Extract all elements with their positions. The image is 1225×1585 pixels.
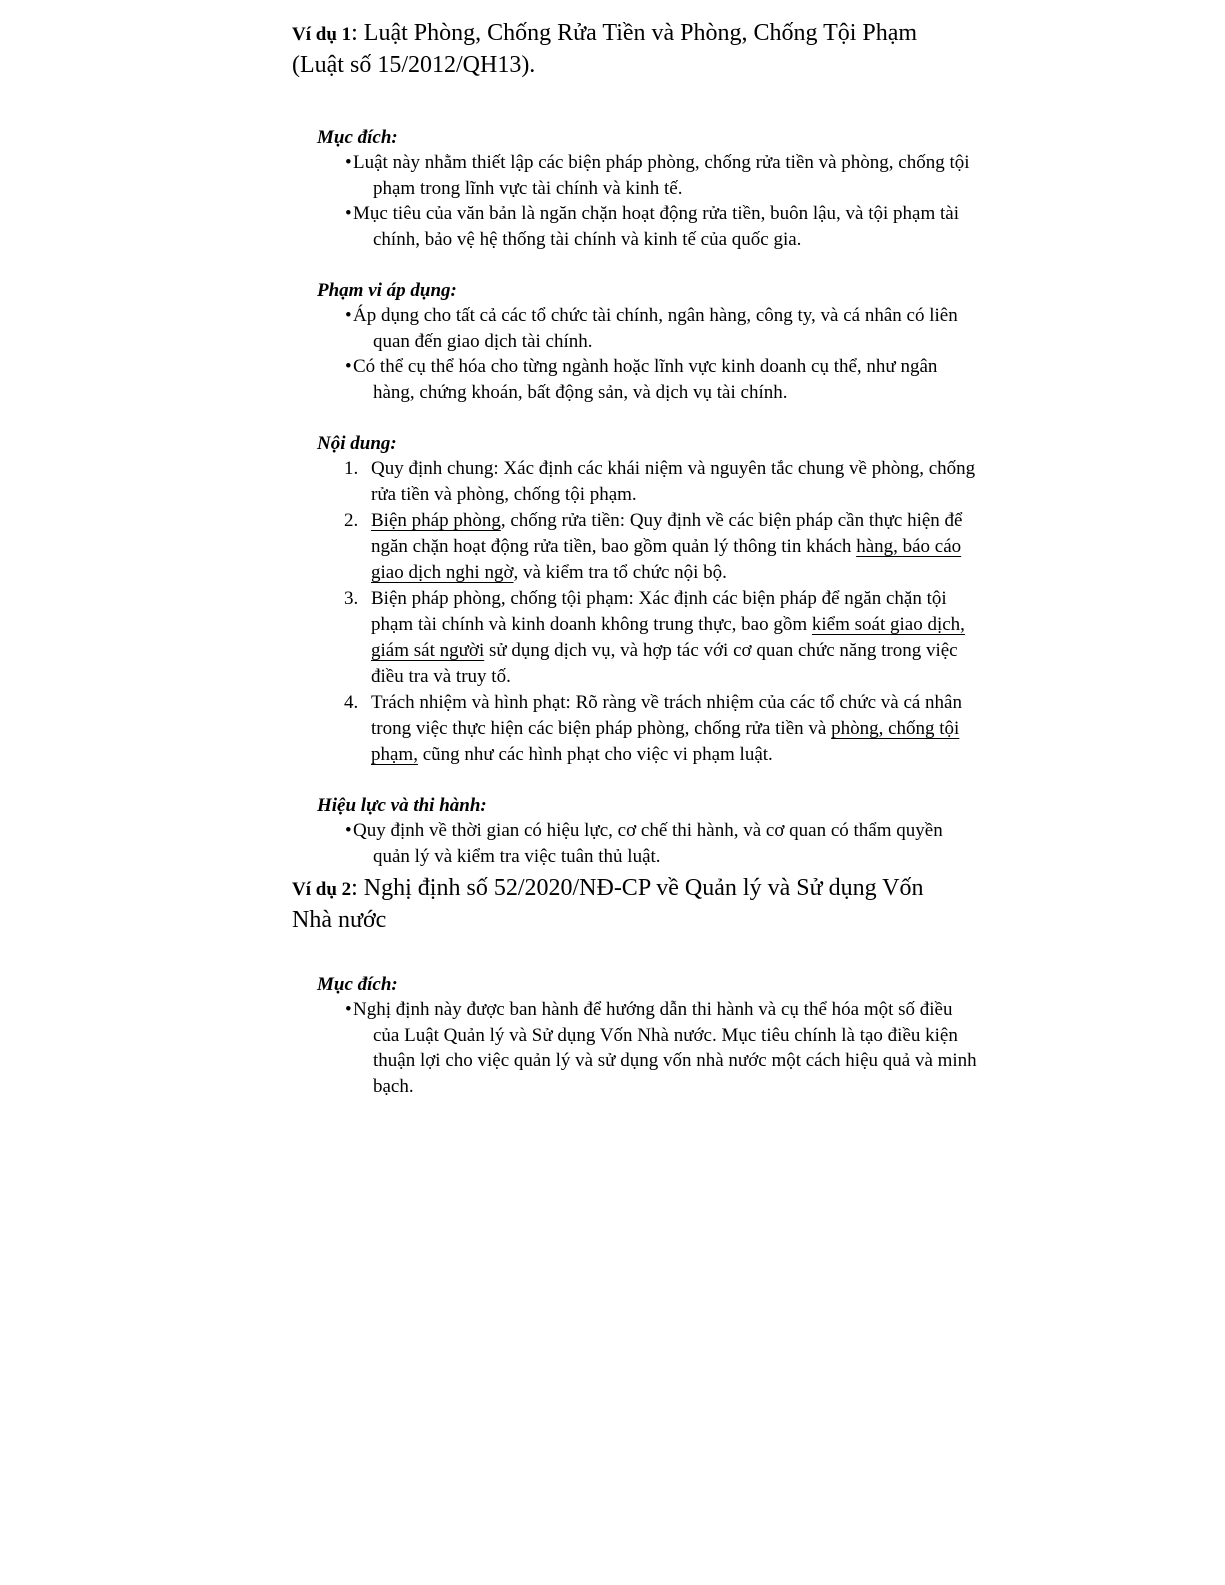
example-2-title-line-1: : Nghị định số 52/2020/NĐ-CP về Quản lý và Sử dụng Vốn <box>351 875 924 901</box>
item-text <box>371 586 982 690</box>
example-2-purpose-section <box>317 972 982 1099</box>
list-item: • Quy định về thời gian có hiệu lực, cơ chế thi hành, và cơ quan có thẩm quyền quản lý và kiểm tra việc tuân thủ luật. <box>345 818 982 869</box>
example-1-purpose-title: Mục đích: <box>317 127 398 148</box>
list-item: • Luật này nhằm thiết lập các biện pháp phòng, chống rửa tiền và phòng, chống tội phạm trong lĩnh vực tài chính và kinh tế. <box>345 150 982 201</box>
example-1-enforcement-title: Hiệu lực và thi hành: <box>317 795 487 816</box>
example-1-scope-title: Phạm vi áp dụng: <box>317 280 457 301</box>
example-1-title-line-1: : Luật Phòng, Chống Rửa Tiền và Phòng, Chống Tội Phạm <box>351 20 918 46</box>
example-1-heading <box>292 18 982 81</box>
underlined-phrase: phòng, chống tội phạm, <box>371 718 960 765</box>
numbered-item-4 <box>344 690 982 768</box>
document-page <box>292 18 982 1099</box>
text-segment: cũng như các hình phạt cho việc vi phạm luật. <box>417 744 773 765</box>
list-item: • Nghị định này được ban hành để hướng dẫn thi hành và cụ thể hóa một số điều của Luật Quản lý và Sử dụng Vốn Nhà nước. Mục tiêu chính là tạo điều kiện thuận lợi cho việc quản lý và sử dụng vốn nhà nước một cách hiệu quả và minh bạch. <box>345 997 982 1099</box>
underlined-phrase: Biện pháp phòng <box>371 510 501 531</box>
item-number: 2. <box>344 510 359 531</box>
item-number: 3. <box>344 588 359 609</box>
example-1-enforcement-list <box>317 818 982 869</box>
example-1-content-section <box>317 431 982 768</box>
example-1-purpose-section <box>317 125 982 252</box>
underlined-phrase: hàng, báo cáo giao dịch nghi ngờ <box>371 536 962 583</box>
item-text <box>371 508 982 586</box>
list-item: • Có thể cụ thể hóa cho từng ngành hoặc lĩnh vực kinh doanh cụ thể, như ngân hàng, chứng khoán, bất động sản, và dịch vụ tài chính. <box>345 354 982 405</box>
example-2-purpose-list <box>317 997 982 1099</box>
underlined-phrase: kiểm soát giao dịch, giám sát người <box>371 614 965 661</box>
numbered-item-1 <box>344 456 982 508</box>
example-1-label: Ví dụ 1 <box>292 24 352 45</box>
example-2-purpose-title: Mục đích: <box>317 974 398 995</box>
example-1-content-title: Nội dung: <box>317 433 397 454</box>
text-segment: sử dụng dịch vụ, và hợp tác với cơ quan chức năng trong việc điều tra và truy tố. <box>371 640 958 687</box>
example-2-label: Ví dụ 2 <box>292 879 352 900</box>
example-1-enforcement-section <box>317 793 982 869</box>
item-number: 1. <box>344 458 359 479</box>
example-1-scope-list <box>317 303 982 405</box>
text-segment: , chống rửa tiền: Quy định về các biện pháp cần thực hiện để ngăn chặn hoạt động rửa tiền, bao gồm quản lý thông tin khách <box>371 510 963 557</box>
example-1-purpose-list <box>317 150 982 252</box>
example-2-heading <box>292 873 982 936</box>
example-2-title-line-2: Nhà nước <box>292 907 387 933</box>
example-1-title-line-2: (Luật số 15/2012/QH13). <box>292 52 536 78</box>
item-text: Quy định chung: Xác định các khái niệm và nguyên tắc chung về phòng, chống rửa tiền và phòng, chống tội phạm. <box>371 458 976 505</box>
text-segment: Trách nhiệm và hình phạt: Rõ ràng về trách nhiệm của các tổ chức và cá nhân trong việc thực hiện các biện pháp phòng, chống rửa tiền và <box>371 692 962 739</box>
text-segment: , và kiểm tra tổ chức nội bộ. <box>513 562 727 583</box>
list-item: • Áp dụng cho tất cả các tổ chức tài chính, ngân hàng, công ty, và cá nhân có liên quan đến giao dịch tài chính. <box>345 303 982 354</box>
numbered-item-2 <box>344 508 982 586</box>
example-1-content-list <box>317 456 982 768</box>
text-segment: Biện pháp phòng, chống tội phạm: Xác định các biện pháp để ngăn chặn tội phạm tài chính và kinh doanh không trung thực, bao gồm <box>371 588 947 635</box>
numbered-item-3 <box>344 586 982 690</box>
list-item: • Mục tiêu của văn bản là ngăn chặn hoạt động rửa tiền, buôn lậu, và tội phạm tài chính, bảo vệ hệ thống tài chính và kinh tế của quốc gia. <box>345 201 982 252</box>
item-number: 4. <box>344 692 359 713</box>
example-1-scope-section <box>317 278 982 405</box>
item-text <box>371 690 982 768</box>
